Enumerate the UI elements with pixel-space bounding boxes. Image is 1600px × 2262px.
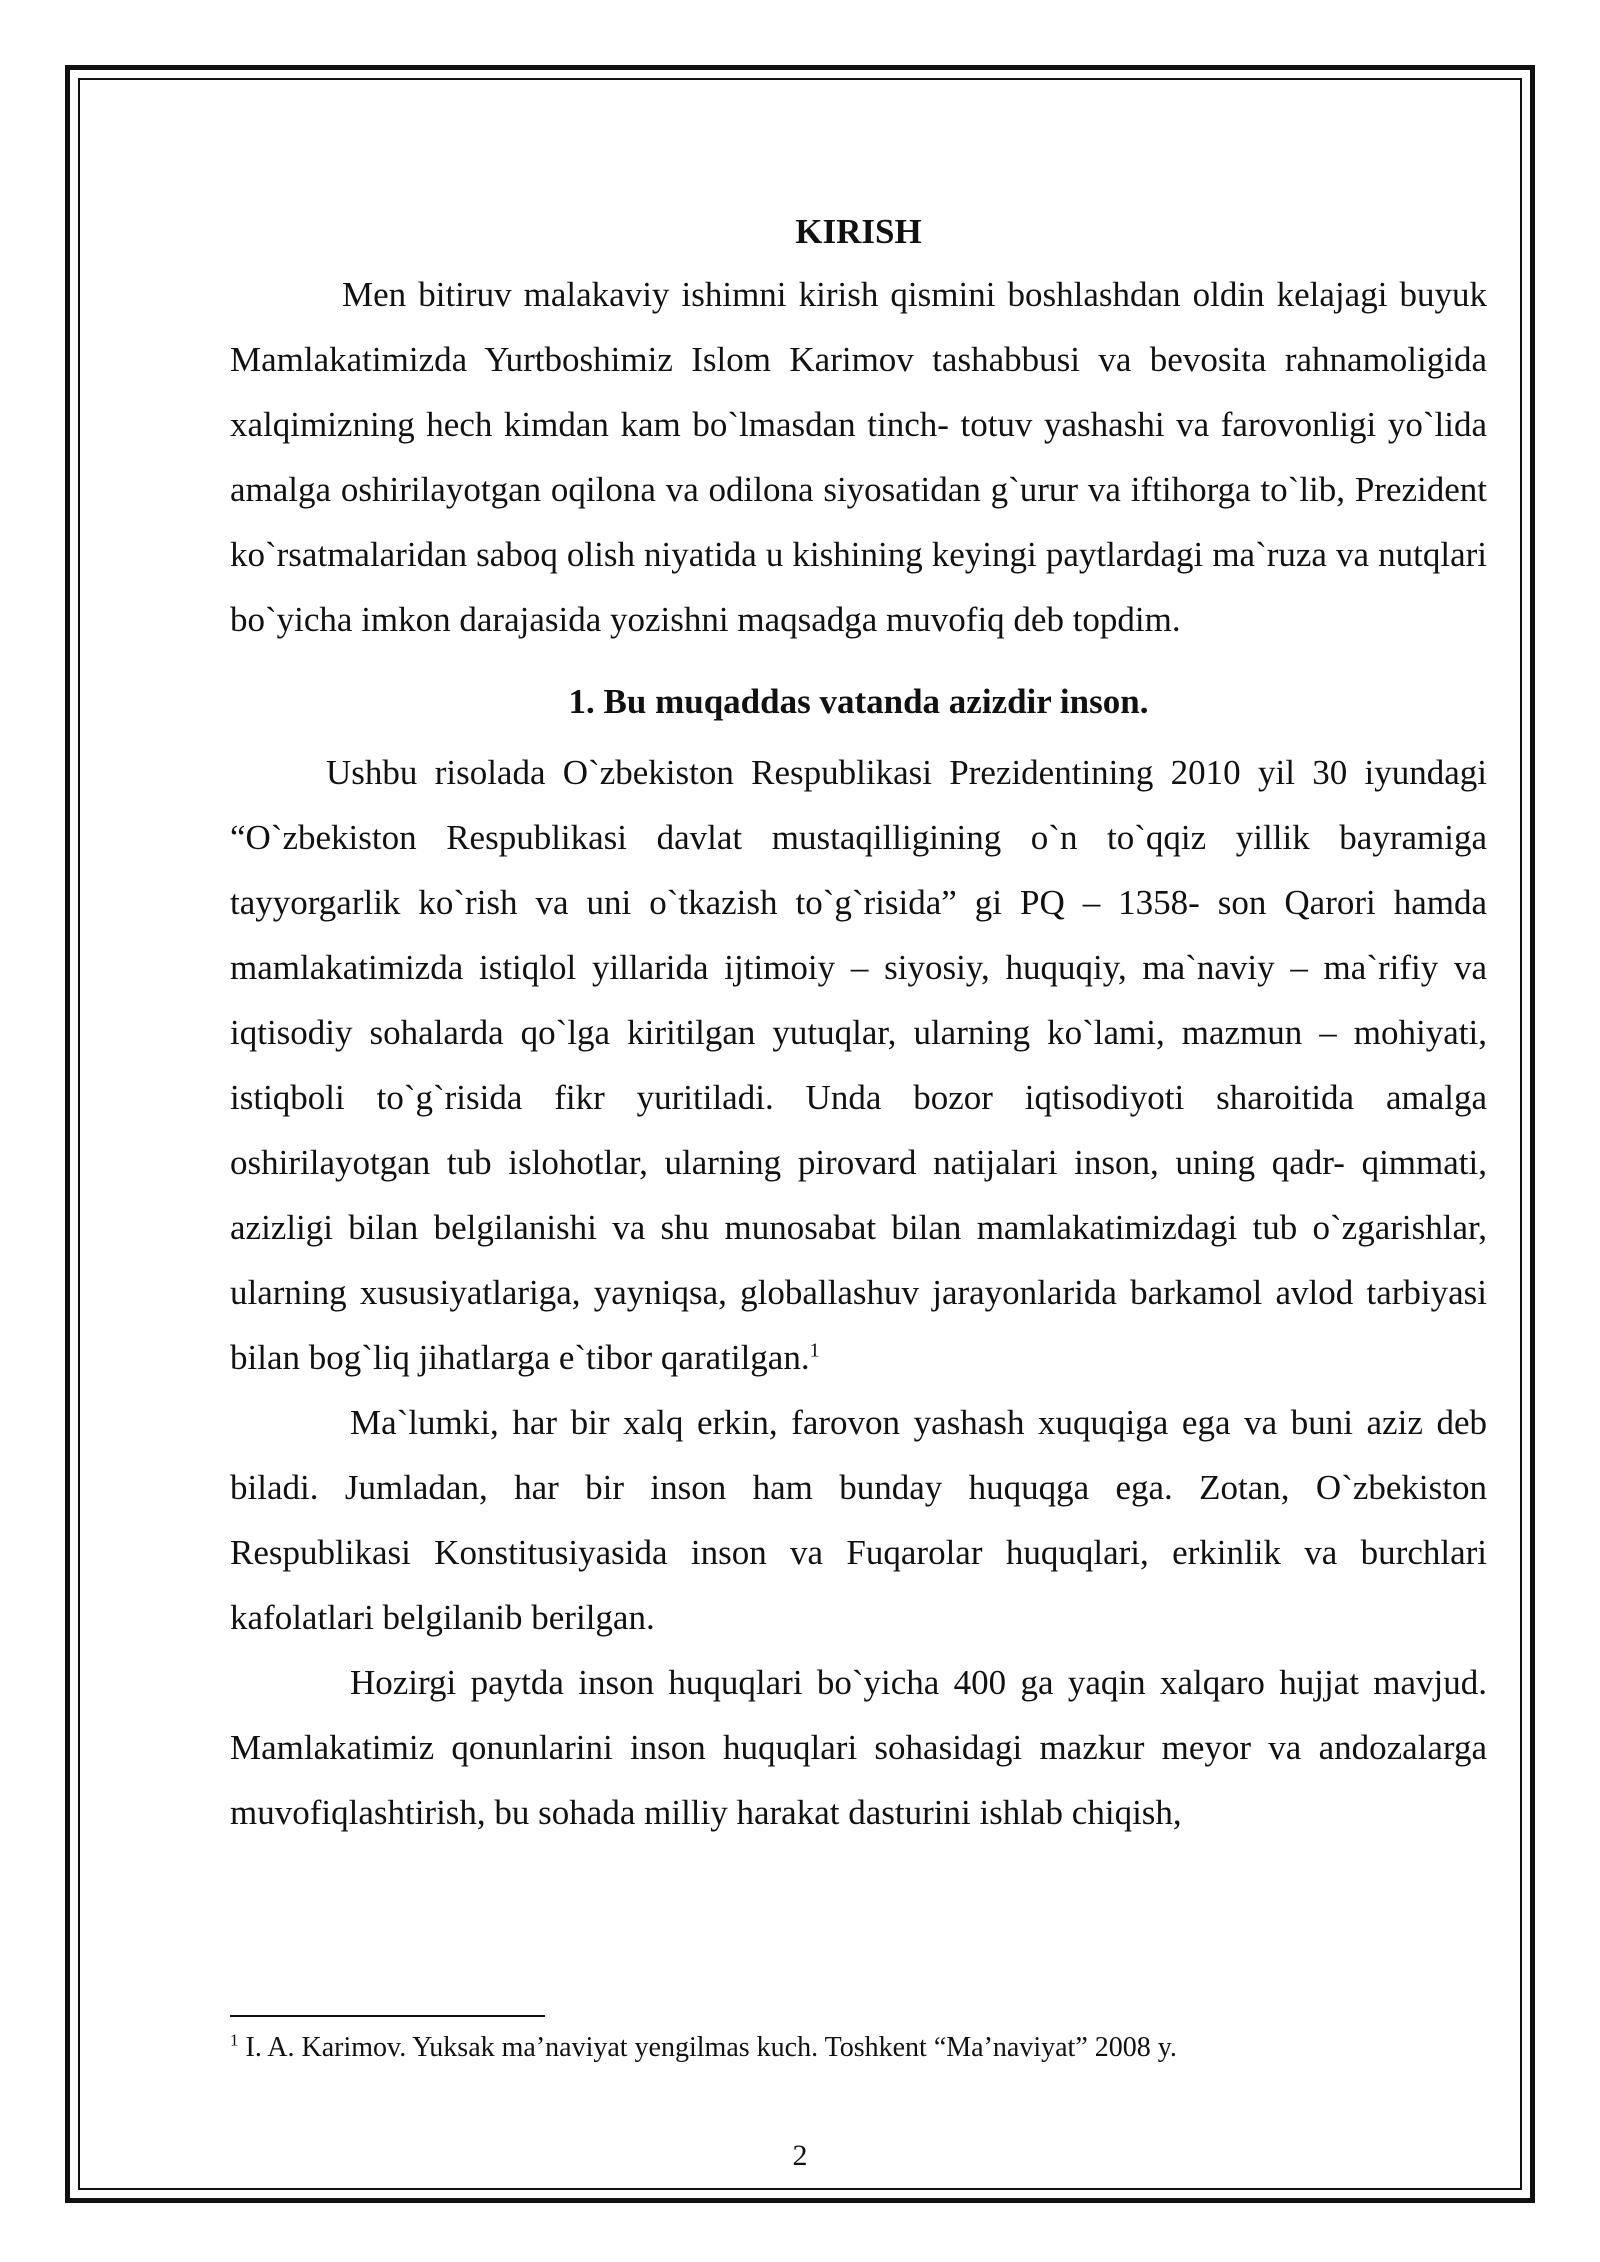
page-number: 2 — [792, 2139, 808, 2172]
footnote — [230, 2030, 1487, 2066]
footnote-reference: 1 — [809, 1339, 820, 1362]
document-body — [230, 210, 1487, 1845]
paragraph-3: Hozirgi paytda inson huquqlari bo`yicha 400 ga yaqin xalqaro hujjat mavjud. Mamlakatimiz qonunlarini inson huquqlari sohasidagi mazkur meyor va andozalarga muvofiqlashtirish, bu sohada milliy harakat dasturini ishlab chiqish, — [230, 1663, 1487, 1832]
paragraph-1-text: Ushbu risolada O`zbekiston Respublikasi Prezidentining 2010 yil 30 iyundagi “O`zbekiston Respublikasi davlat mustaqilligining o`n to`qqiz yillik bayramiga tayyorgarlik ko`rish va uni o`tkazish to`g`risida” gi PQ – 1358- son Qarori hamda mamlakatimizda istiqlol yillarida ijtimoiy – siyosiy, huquqiy, ma`naviy – ma`rifiy va iqtisodiy sohalarda qo`lga kiritilgan yutuqlar, ularning ko`lami, mazmun – mohiyati, istiqboli to`g`risida fikr yuritiladi. Unda bozor iqtisodiyoti sharoitida amalga oshirilayotgan tub islohotlar, ularning pirovard natijalari inson, uning qadr- qimmati, azizligi bilan belgilanishi va shu munosabat bilan mamlakatimizdagi tub o`zgarishlar, ularning xususiyatlariga, yayniqsa, globallashuv jarayonlarida barkamol avlod tarbiyasi bilan bog`liq jihatlarga e`tibor qaratilgan. — [230, 753, 1487, 1377]
footnote-mark: 1 — [230, 2030, 239, 2050]
document-title: KIRISH — [795, 212, 922, 251]
section-heading: 1. Bu muqaddas vatanda azizdir inson. — [568, 682, 1149, 721]
footnote-text: I. A. Karimov. Yuksak ma’naviyat yengilmas kuch. Toshkent “Ma’naviyat” 2008 y. — [238, 2032, 1177, 2063]
intro-paragraph: Men bitiruv malakaviy ishimni kirish qismini boshlashdan oldin kelajagi buyuk Mamlakatimizda Yurtboshimiz Islom Karimov tashabbusi va bevosita rahnamoligida xalqimizning hech kimdan kam bo`lmasdan tinch- totuv yashashi va farovonligi yo`lida amalga oshirilayotgan oqilona va odilona siyosatidan g`urur va iftihorga to`lib, Prezident ko`rsatmalaridan saboq olish niyatida u kishining keyingi paytlardagi ma`ruza va nutqlari bo`yicha imkon darajasida yozishni maqsadga muvofiq deb topdim. — [230, 275, 1487, 639]
footnote-separator — [230, 2015, 545, 2017]
paragraph-2: Ma`lumki, har bir xalq erkin, farovon yashash xuquqiga ega va buni aziz deb biladi. Jumladan, har bir inson ham bunday huquqga ega. Zotan, O`zbekiston Respublikasi Konstitusiyasida inson va Fuqarolar huquqlari, erkinlik va burchlari kafolatlari belgilanib berilgan. — [230, 1403, 1487, 1637]
paragraph-1 — [230, 740, 1487, 1390]
